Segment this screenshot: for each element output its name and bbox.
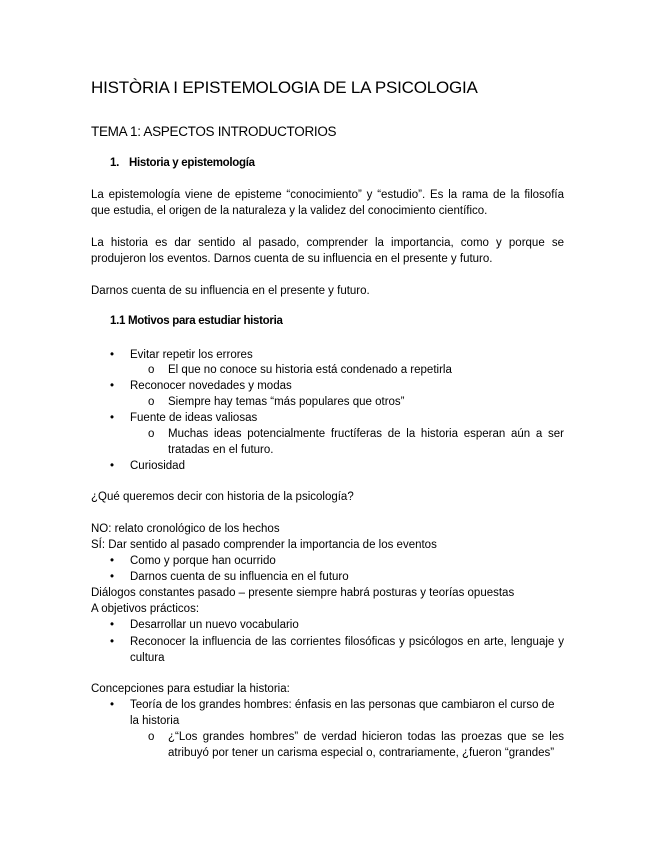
sub-bullet-icon: o <box>148 396 155 408</box>
document-title: HISTÒRIA I EPISTEMOLOGIA DE LA PSICOLOGIA <box>91 78 478 97</box>
sub-list-item: ¿“Los grandes hombres” de verdad hicieron todas las proezas que se les atribuyó por tener un carisma especial o, contrariamente, ¿fueron “grandes” <box>168 731 564 759</box>
bullet-icon: • <box>110 555 115 567</box>
section-1-1-heading: 1.1 Motivos para estudiar historia <box>110 315 283 327</box>
sub-bullet-icon: o <box>148 364 155 376</box>
si-line: SÍ: Dar sentido al pasado comprender la importancia de los eventos <box>91 539 437 551</box>
list-item: Desarrollar un nuevo vocabulario <box>130 619 299 631</box>
sub-bullet-icon: o <box>148 428 155 440</box>
list-item: Reconocer novedades y modas <box>130 380 292 392</box>
bullet-icon: • <box>110 460 115 472</box>
list-item: Curiosidad <box>130 460 185 472</box>
bullet-icon: • <box>110 349 115 361</box>
bullet-icon: • <box>110 412 115 424</box>
tema-heading: TEMA 1: ASPECTOS INTRODUCTORIOS <box>91 124 337 139</box>
sub-list-item: El que no conoce su historia está condenado a repetirla <box>168 364 452 376</box>
objetivos-line: A objetivos prácticos: <box>91 603 200 615</box>
sub-list-item: Siempre hay temas “más populares que otros” <box>168 396 405 408</box>
list-item: Evitar repetir los errores <box>130 349 253 361</box>
no-line: NO: relato cronológico de los hechos <box>91 523 280 535</box>
bullet-icon: • <box>110 619 115 631</box>
paragraph-epistemologia: La epistemología viene de episteme “conocimiento” y “estudio”. Es la rama de la filosofía que estudia, el origen de la naturaleza y la validez del conocimiento científico. <box>91 189 564 217</box>
sub-list-item: Muchas ideas potencialmente fructíferas de la historia esperan aún a ser tratadas en el futuro. <box>168 428 564 456</box>
question-line: ¿Qué queremos decir con historia de la psicología? <box>91 491 354 503</box>
bullet-icon: • <box>110 636 115 648</box>
sub-bullet-icon: o <box>148 731 155 743</box>
bullet-icon: • <box>110 699 115 711</box>
list-item: Darnos cuenta de su influencia en el futuro <box>130 571 349 583</box>
list-item: Teoría de los grandes hombres: énfasis en las personas que cambiaron el curso de la historia <box>130 699 555 727</box>
concepciones-line: Concepciones para estudiar la historia: <box>91 683 290 695</box>
list-item: Fuente de ideas valiosas <box>130 412 258 424</box>
paragraph-historia: La historia es dar sentido al pasado, comprender la importancia, como y porque se produjeron los eventos. Darnos cuenta de su influencia en el presente y futuro. <box>91 237 564 265</box>
section-1-heading <box>110 157 255 169</box>
section-1-title: Historia y epistemología <box>129 157 255 169</box>
paragraph-influencia: Darnos cuenta de su influencia en el presente y futuro. <box>91 285 370 297</box>
list-item: Reconocer la influencia de las corrientes filosóficas y psicólogos en arte, lenguaje y cultura <box>130 636 564 664</box>
bullet-icon: • <box>110 571 115 583</box>
bullet-icon: • <box>110 380 115 392</box>
list-item: Como y porque han ocurrido <box>130 555 276 567</box>
section-1-number: 1. <box>110 157 119 169</box>
dialogos-line: Diálogos constantes pasado – presente siempre habrá posturas y teorías opuestas <box>91 587 515 599</box>
